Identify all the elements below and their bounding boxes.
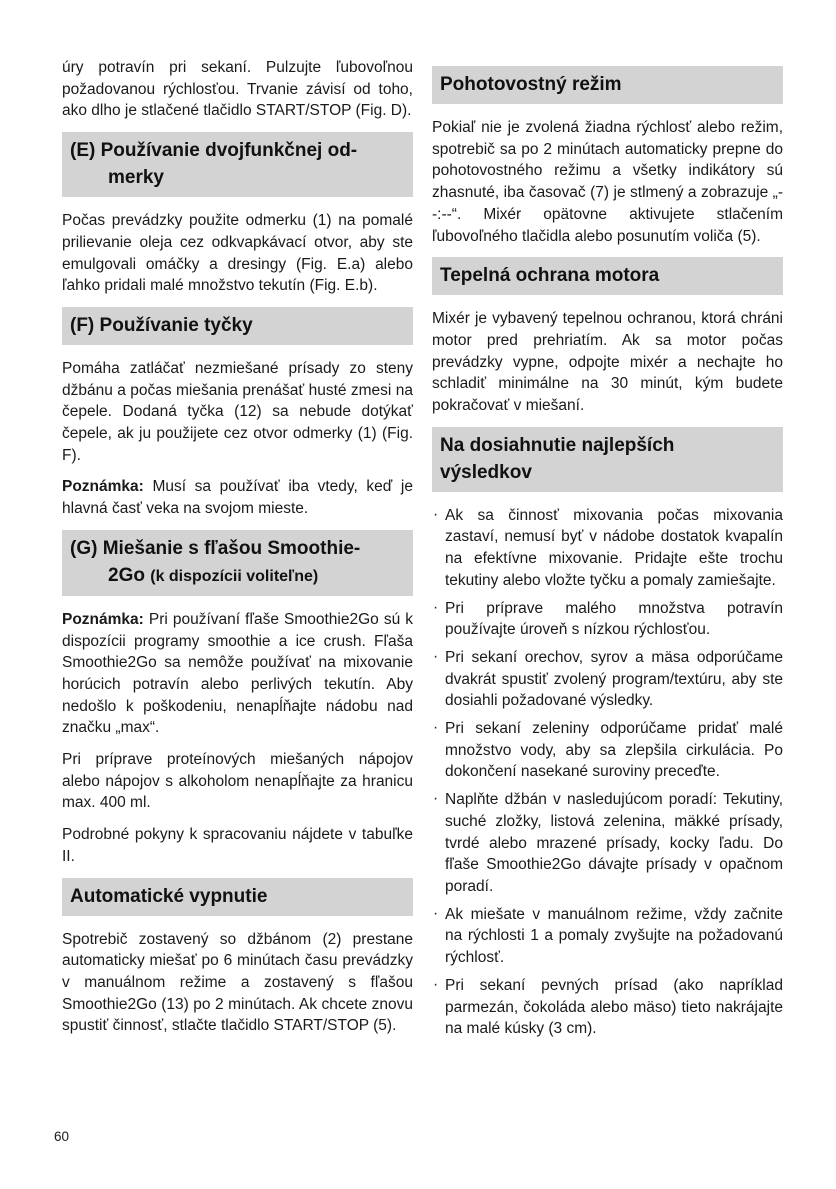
section-heading-g-smoothie2go [62,530,413,596]
list-item-text: Ak miešate v manuálnom režime, vždy začnite na rýchlosti 1 a pomaly zvyšujte na požadovanú rýchlosť. [445,905,783,967]
paragraph-auto-shutoff: Spotrebič zostavený so džbánom (2) prestane automaticky miešať po 6 minútach času prevádzky v manuálnom režime a zostavený s fľašou Smoothie2Go (13) po 2 minútach. Ak chcete znovu spustiť činnosť, stlačte tlačidlo START/STOP (5). [62,930,413,1035]
list-item-text: Pri sekaní pevných prísad (ako napríklad parmezán, čokoláda alebo mäso) tieto nakrájajte na malé kúsky (3 cm). [445,976,783,1038]
section-heading-standby-mode [432,66,783,104]
section-heading-f-stick [62,307,413,345]
heading-line-1: (E) Používanie dvojfunkčnej od- [70,140,358,162]
bullet-marker: · [433,904,439,922]
section-heading-e-measuring-cup [62,132,413,197]
section-heading-best-results [432,427,783,492]
section-heading-auto-shutoff [62,878,413,916]
list-item-text: Pri sekaní orechov, syrov a mäsa odporúčame dvakrát spustiť zvolený program/textúru, aby ste dosiahli požadované výsledky. [445,648,783,710]
bullet-marker: · [433,505,439,523]
page-number: 60 [54,1129,70,1144]
paragraph-table-reference: Podrobné pokyny k spracovaniu nájdete v tabuľke II. [62,826,413,865]
list-item-text: Naplňte džbán v nasledujúcom poradí: Tekutiny, suché zložky, listová zelenina, mäkké prísady, tvrdé alebo mrazené prísady, kocky ľadu. Do fľaše Smoothie2Go dávajte prísady v opačnom poradí. [445,791,783,895]
list-item-nuts-cheese-meat [432,647,783,712]
right-column [432,57,783,1046]
paragraph-standby-mode: Pokiaľ nie je zvolená žiadna rýchlosť alebo režim, spotrebič sa po 2 minútach automaticky prepne do pohotovostného režimu a všetky indikátory sú zhasnuté, iba časovač (7) je stlmený a zobrazuje „--:--“. Mixér opätovne aktivujete stlačením ľubovoľného tlačidla alebo posunutím voliča (5). [432,119,783,245]
note-smoothie2go [62,609,413,739]
heading-line-1: Na dosiahnutie najlepších [440,434,675,456]
paragraph-stick: Pomáha zatláčať nezmiešané prísady zo steny džbánu a počas miešania prenášať husté zmesi na čepele. Dodaná tyčka (12) sa nebude dotýkať čepele, ak ju použijete cez otvor odmerky (1) (Fig. F). [62,359,413,464]
bullet-marker: · [433,975,439,993]
heading-line-1: (G) Miešanie s fľašou Smoothie- [70,537,361,559]
paragraph-pulse-continuation: úry potravín pri sekaní. Pulzujte ľubovoľnou požadovanou rýchlosťou. Trvanie závisí od toho, ako dlho je stlačené tlačidlo START/STOP (Fig. D). [62,59,413,120]
list-item-text: Pri príprave malého množstva potravín používajte úroveň s nízkou rýchlosťou. [445,599,783,639]
note-text: Pri používaní fľaše Smoothie2Go sú k dispozícii programy smoothie a ice crush. Fľaša Smoothie2Go sa nemôže používať na mixovanie horúcich potravín alebo perlivých tekutín. Aby nedošlo k poškodeniu, nenapĺňajte nádobu nad značku „max“. [62,610,413,737]
heading-line-1: Automatické vypnutie [70,885,268,907]
heading-line-2-main: 2Go [108,564,145,586]
list-item-liquid-amount [432,505,783,592]
list-item-text: Pri sekaní zeleniny odporúčame pridať malé množstvo vody, aby sa zlepšila cirkulácia. Po dokončení nasekané suroviny preceďte. [445,720,783,781]
heading-line-2: výsledkov [440,461,532,483]
paragraph-measuring-cup: Počas prevádzky použite odmerku (1) na pomalé prilievanie oleja cez odkvapkávací otvor, aby ste emulgovali omáčky a dresingy (Fig. E.a) alebo ľahko pridali malé množstvo tekutín (Fig. E.b). [62,212,413,295]
list-item-manual-mode-speed [432,904,783,969]
list-item-filling-order [432,789,783,898]
note-label: Poznámka: [62,610,144,628]
left-column [62,57,413,1047]
heading-line-1: (F) Používanie tyčky [70,314,253,336]
bullet-marker: · [433,719,439,737]
paragraph-protein-drinks: Pri príprave proteínových miešaných nápojov alebo nápojov s alkoholom nenapĺňajte za hranicu max. 400 ml. [62,751,413,812]
list-item-hard-ingredients [432,975,783,1040]
bullet-marker: · [433,790,439,808]
section-heading-thermal-protection [432,257,783,295]
heading-line-2 [70,562,405,590]
list-item-small-quantities [432,598,783,641]
heading-line-2-small: (k dispozícii voliteľne) [150,567,319,585]
heading-line-1: Pohotovostný režim [440,74,622,95]
note-label: Poznámka: [62,478,144,496]
bullet-marker: · [433,598,439,616]
list-item-vegetables-water [432,718,783,783]
heading-line-2: merky [108,167,164,189]
note-text: Musí sa používať iba vtedy, keď je hlavná časť veka na svojom mieste. [62,478,413,518]
bullet-marker: · [433,647,439,665]
note-stick [62,476,413,519]
list-item-text: Ak sa činnosť mixovania počas mixovania zastaví, nemusí byť v nádobe dostatok kvapalín na efektívne mixovanie. Pridajte ešte trochu tekutiny alebo vložte tyčku a pomaly zamiešajte. [445,506,783,589]
heading-line-1: Tepelná ochrana motora [440,265,660,287]
paragraph-thermal-protection: Mixér je vybavený tepelnou ochranou, ktorá chráni motor pred prehriatím. Ak sa motor počas prevádzky vypne, odpojte mixér a nechajte ho schladiť minimálne na 30 minút, kým budete pokračovať v miešaní. [432,310,783,415]
